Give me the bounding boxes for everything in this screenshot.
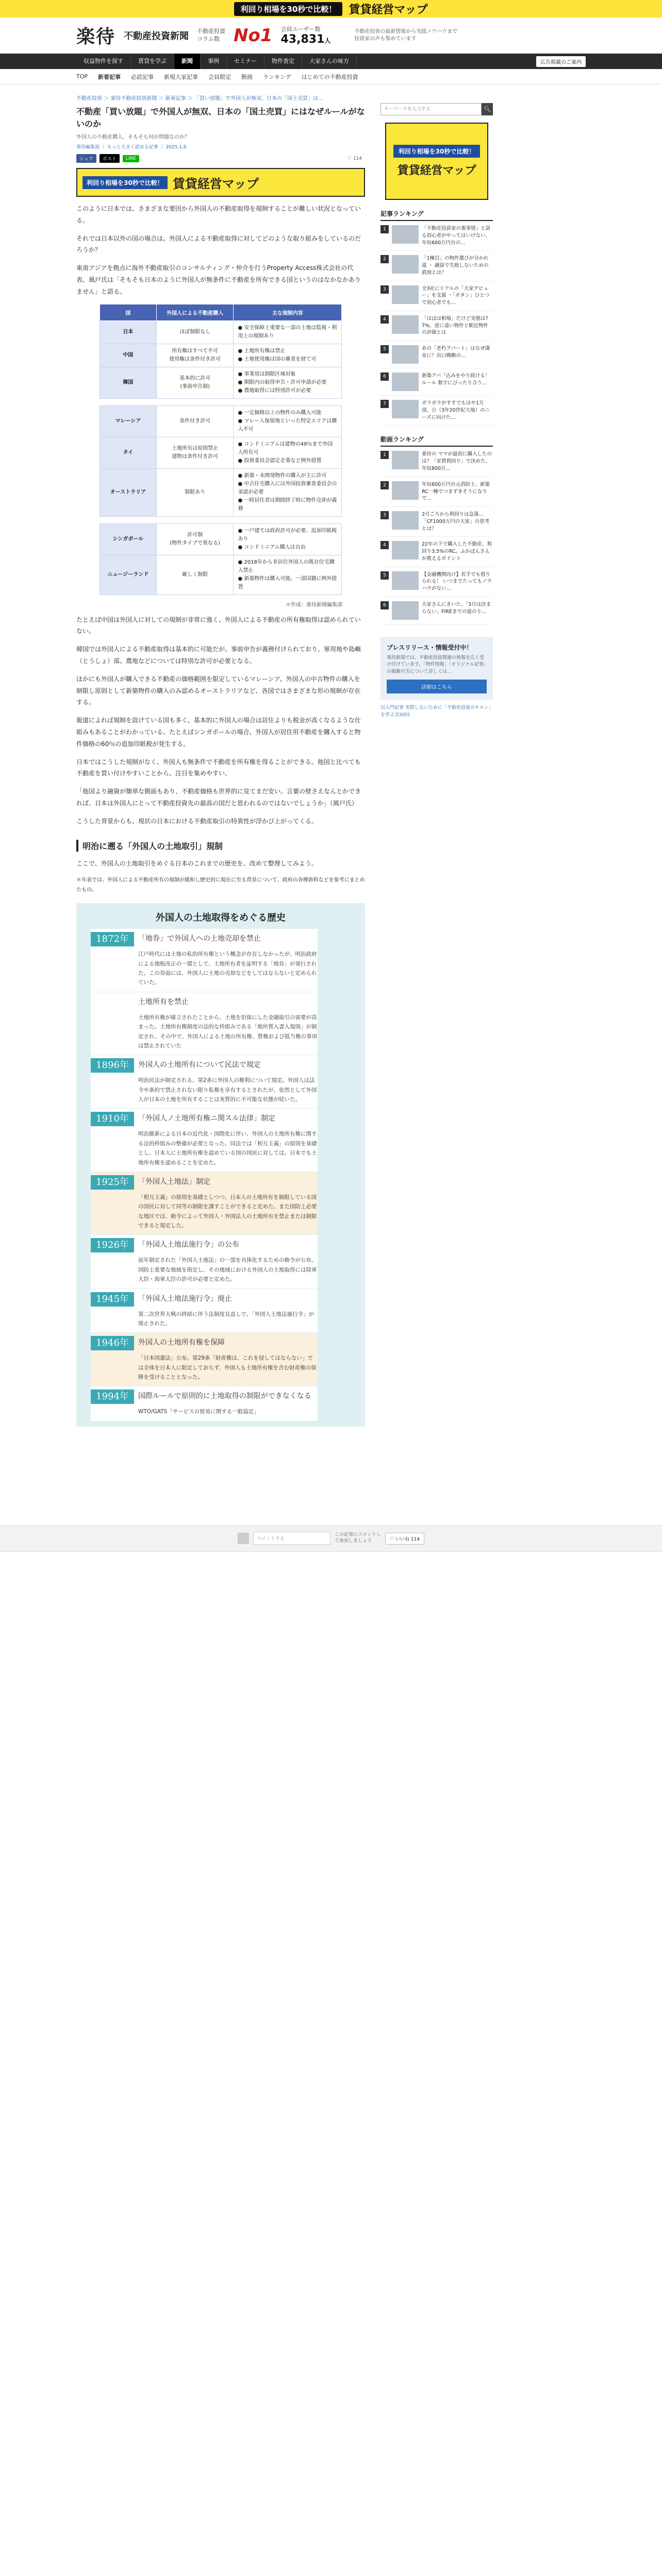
timeline-year: 1945年 [91,1292,134,1307]
article-meta[interactable]: 楽待編集部 ｜ もっと大きく読める記事 ｜ 2025.1.8 [76,145,187,150]
video-rank-item[interactable] [380,597,493,624]
table-row [100,367,342,398]
video-rank-item[interactable] [380,477,493,507]
rank-number: 3 [380,511,389,519]
table-row [100,523,342,555]
timeline-heading: 「地券」で外国人への土地売却を禁止 [138,935,261,943]
top-ad-badge: 利回り相場を30秒で比較！ [234,2,342,16]
rank-number: 5 [380,571,389,580]
rank-thumbnail [392,541,419,560]
timeline-item [91,1055,318,1109]
status-cell: 土地所有は原則禁止 建物は条件付き許可 [156,437,234,468]
history-timeline [76,903,365,1427]
country-cell: シンガポール [100,523,157,555]
member-count [281,25,331,46]
nav-item-landlord[interactable]: 大家さんの味方 [302,54,357,69]
x-share-button[interactable]: ポスト [100,154,120,163]
detail-cell: ● コンドミニアムは建物の49％まで外国人所有可 ● 投資委員会認定企業など例外措置 [234,437,342,468]
timeline-item [91,1289,318,1333]
article-ranking-title: 記事ランキング [380,209,493,221]
table-header-country: 国 [100,304,157,320]
rank-title: 【金融機関向け】若手でも借りられる！ いつまでたってもノウハウがない... [422,571,492,592]
rank-number: 5 [380,345,389,353]
timeline-year: 1925年 [91,1175,134,1190]
press-button[interactable]: 詳細はこちら [387,680,487,693]
article-rank-item[interactable] [380,281,493,311]
timeline-year: 1994年 [91,1389,134,1404]
rank-thumbnail [392,571,419,590]
detail-cell: ● 安全保障上重要な一部の土地は監視・利用上の規制あり [234,320,342,344]
article-rank-item[interactable] [380,368,493,396]
timeline-heading: 「外国人土地法」制定 [138,1177,210,1186]
country-cell: タイ [100,437,157,468]
sidebar-ad-title: 賃貸経営マップ [397,164,476,177]
rank-title: 年収600万円台元消防士、新築RC一棟でつまずきそうになりで... [422,481,490,502]
site-logo-sub: 不動産投資新聞 [124,30,189,42]
timeline-heading: 国際ルールで原則的に土地取得の制限ができなくなる [138,1392,311,1401]
facebook-share-button[interactable]: シェア [76,154,96,163]
detail-cell: ● 土地所有権は禁止 ● 土地使用権は国の審査を経て可 [234,344,342,367]
rank-number: 6 [380,601,389,609]
table-row [100,437,342,468]
breadcrumb[interactable]: 不動産投資 ＞ 楽待不動産投資新聞 ＞ 新着記事 ＞ 「買い放題」で外国人が無双、日本の「国土売買」は... [76,96,323,101]
sidebar-ad-badge: 利回り相場を30秒で比較！ [393,145,481,158]
status-cell: 制限あり [156,468,234,516]
subnav-beginner[interactable]: はじめての不動産投資 [301,73,358,80]
timeline-heading: 外国人の土地所有権を保障 [138,1338,225,1347]
timeline-year: 1910年 [91,1112,134,1126]
subnav-new[interactable]: 新着記事 [98,73,121,80]
status-cell: ほぼ制限なし [156,320,234,344]
site-logo[interactable]: 楽待 [76,26,116,47]
country-cell: 日本 [100,320,157,344]
member-count-unit: 人 [324,37,331,44]
detail-cell: ● 一定価格以上の物件のみ購入可能 ● マレー人保留地といった特定エリアは購入不可 [234,405,342,437]
main-nav [0,54,662,69]
rank-number: 1 [380,451,389,459]
rank-title: ガラガラがすすでもはや1万部、公（3年20世紀大地）のニーズに向けた... [422,400,490,420]
timeline-item [91,1235,318,1289]
paragraph: 「他国より融資が簡単な側面もあり、不動産価格も世界的に見てまだ安い。言葉の壁さえなんとかできれば、日本は外国人にとって不動産投資先の最高の国だと思われるのではないでしょうか」（風戸氏） [76,788,361,807]
article-rank-item[interactable] [380,251,493,281]
paragraph: たとえば中国は外国人に対しての規制が非常に強く、外国人による不動産の所有権取得は認められていない。 [76,616,361,635]
section-heading: 明治に遡る「外国人の土地取引」規制 [76,840,365,852]
rank-thumbnail [392,372,419,391]
press-title: プレスリリース・情報受付中！ [387,643,473,651]
detail-cell: ● 2018年から非居住外国人の既存住宅購入禁止 ● 新築物件は購入可能、一部国籍に例外措置 [234,555,342,595]
article-rank-item[interactable] [380,221,493,251]
paragraph: こうした背景からも、現状の日本における不動産取引の特異性が浮かび上がってくる。 [76,817,318,825]
timeline-item [91,1109,318,1172]
article-ranking-list [380,221,493,426]
timeline-heading: 土地所有を禁止 [138,997,189,1006]
nav-item-properties[interactable]: 収益物件を探す [76,54,131,69]
rank-thumbnail [392,511,419,530]
avatar [238,1533,249,1544]
rank-thumbnail [392,451,419,469]
timeline-heading: 「外国人土地法施行令」廃止 [138,1294,232,1303]
rank-title: 「はばは相場」だけど実態は?7%、逆に遠い物件と駅近物件の評価とは [422,315,489,336]
paragraph: 韓国では外国人による不動産取得は基本的に可能だが、事前申告が義務付けられており、軍用地や島嶼（とうしょ）部、農地などについては特別な許可が必要となる。 [76,646,361,665]
nav-item-news[interactable]: 新聞 [174,54,201,69]
timeline-body: 明治維新による日本の近代化・国際化に伴い、外国人の土地所有権に関する法的枠組みの整備が必要となった。同法では「相互主義」の原則を基礎とし、日本人に土地所有権を認めている国の国民に対しては、日本でも土地所有権を認めることを定めた。 [138,1131,317,1166]
country-regulation-table [100,304,342,595]
like-count[interactable]: ♡ 114 [347,156,362,161]
article-ad-title: 賃貸経営マップ [172,176,259,191]
share-bar [76,154,365,163]
rank-number: 6 [380,372,389,381]
table-spacer [100,398,342,405]
article-title: 不動産「買い放題」で外国人が無双、日本の「国土売買」にはなぜルールがないのか [76,107,365,129]
rank-number: 7 [380,400,389,408]
timeline-body: 土地所有権が確立されたことから、土地を担保にした金融取引の需要が高まった。土地所有権制度の法的な枠組みである「地所質入書入規則」が制定され、その中で、外国人による土地の所有権、質権および抵当権の事項は禁止されていた [138,1014,317,1049]
rank-number: 2 [380,481,389,489]
subnav-new-landlord[interactable]: 新規大家記事 [164,73,198,80]
rank-thumbnail [392,255,419,274]
search-icon[interactable]: 🔍︎ [482,103,493,115]
timeline-item [91,929,318,992]
video-ranking-list [380,447,493,624]
timeline-body: 明治民法が制定される。第2条に外国人の権利について規定。外国人は法令や条約で禁止されない限り私権を享有するとされたが、依然として外国人が日本の土地を所有することは実質的に不可能な状態が続いた。 [138,1077,317,1103]
status-cell: 基本的に許可 (事前申告制) [156,367,234,398]
video-rank-item[interactable] [380,447,493,477]
table-spacer [100,516,342,523]
column-count-label: 不動産投資 コラム数 [197,28,226,42]
timeline-body: 第二次世界大戦の終結に伴う法制度見直しで、「外国人土地法施行令」が廃止された。 [138,1311,315,1327]
paragraph: ＊年表では、外国人による不動産所有の規制が緩和し歴史的に現在に至る背景について、政府の各種資料などを参考にまとめたもの。 [76,877,365,893]
sidebar-footer-link[interactable]: 以入門記事 実際しないために「不動産投資のキホン」を学ぶ全20回 [380,705,491,718]
status-cell: 所有権はすべて不可 使用権は条件付き許可 [156,344,234,367]
comment-bar [0,1525,662,1552]
article [76,106,365,1427]
status-cell: 条件付き許可 [156,405,234,437]
rank-thumbnail [392,345,419,364]
top-ad-title: 賃貸経営マップ [349,3,428,16]
member-count-value: 43,831 [280,33,325,46]
article-rank-item[interactable] [380,396,493,426]
timeline-item [91,1172,318,1235]
country-cell: 中国 [100,344,157,367]
timeline-body: 前年制定された「外国人土地法」の一部を具体化するための勅令が公布。国防上重要な地域を指定し、その地域における外国人の土地取得には陸軍大臣・海軍大臣の許可が必要と定めた。 [138,1257,317,1283]
press-text: 楽待新聞では、不動産投資関連の情報を広く受け付けています。「物件情報」「オリジナル記事」の掲載可否について詳しくは... [387,655,486,674]
timeline-heading: 外国人の土地所有について民法で規定 [138,1061,261,1070]
paragraph: ここで、外国人の土地取引をめぐる日本のこれまでの歴史を、改めて整理してみよう。 [76,859,318,867]
nav-item-appraisal[interactable]: 物件査定 [264,54,302,69]
country-cell: オーストラリア [100,468,157,516]
nav-item-learn[interactable]: 賃貸を学ぶ [131,54,174,69]
timeline-item [91,992,318,1056]
rank-thumbnail [392,400,419,418]
rank-title: 「不動産投資家の裏事情」と語る初心者がやってはいけない、年収600万円台の... [422,226,491,246]
timeline-item [91,1386,318,1421]
subnav-video[interactable]: 動画 [241,73,253,80]
nav-item-seminar[interactable]: セミナー [227,54,264,69]
site-header [0,18,662,54]
rank-thumbnail [392,601,419,620]
timeline-body: WTO/GATS「サービスの貿易に関する一般協定」 [138,1409,259,1415]
table-row [100,344,342,367]
rank-title: 全3社にリアルの「大家デビュー」を支援 ・「ボタン」ひとつで初心者でも... [422,285,490,306]
timeline [91,929,318,1421]
search-input[interactable]: キーワードを入力する [380,103,482,115]
rank-number: 1 [380,225,389,233]
rank-thumbnail [392,285,419,304]
video-rank-item[interactable] [380,537,493,567]
table-spacer-cell [100,398,342,405]
timeline-year: 1872年 [91,932,134,946]
table-row [100,405,342,437]
paragraph: それでは日本以外の国の場合は、外国人による不動産取得に対してどのような取り組みをしているのだろうか？ [76,234,361,254]
status-cell: 許可制 (物件タイプで異なる) [156,523,234,555]
rank-title: 「1棟目」の物件選びが分かれ道 ・ 融資で失敗しないための鉄則とは？ [422,256,489,276]
table-source: ＊作成：楽待新聞編集部 [286,602,342,608]
table-header-status: 外国人による不動産購入 [156,304,234,320]
press-release-box [380,637,493,700]
rank-thumbnail [392,481,419,500]
timeline-body: 「日本国憲法」公布。第29条「財産権は、これを侵してはならない」では全体を日本人に限定しておらず、外国人も土地所有権を含む財産権の保障を受けることとなった。 [138,1355,317,1381]
detail-cell: ● 一戸建ては政府許可が必要、追加印紙税あり ● コンドミニアム購入は自由 [234,523,342,555]
paragraph: 日本ではこうした規制がなく、外国人も無条件で不動産を所有権を得ることができる。他国と比べても不動産を買い付けやすいことから、注目を集めやすい。 [76,758,361,777]
timeline-year: 1896年 [91,1058,134,1073]
sidebar-ad[interactable] [385,123,488,200]
article-ad-badge: 利回り相場を30秒で比較！ [82,176,168,189]
rank-title: 大家さんにきいた、「3月は決まらない」FIREまでの道のり... [422,601,491,615]
subnav-top[interactable]: TOP [76,73,88,80]
country-cell: ニュージーランド [100,555,157,595]
timeline-year: 1926年 [91,1238,134,1252]
search-box [380,103,493,115]
comment-input[interactable]: コメントする [253,1532,330,1545]
status-cell: 厳しく制限 [156,555,234,595]
timeline-heading: 「外国人土地法施行令」の公布 [138,1241,239,1249]
rank-title: 楽待の ママが最初に購入したのは？「家賃利回り」で決めた、年収800万... [422,451,492,472]
country-cell: 韓国 [100,367,157,398]
no1-badge: No1 [234,25,273,46]
rank-thumbnail [392,315,419,334]
rank-number: 4 [380,315,389,324]
paragraph: 報道によれば規制を設けている国も多く、基本的に外国人の場合は居住よりも税金が高くなるような仕組みもあることがわかっている。たとえばシンガポールの場合、外国人が居住用不動産を購入すると物件価格の60％の追加印紙税が発生する。 [76,717,361,748]
rank-thumbnail [392,225,419,244]
timeline-body: 「相互主義」の原則を基礎としつつ、日本人の土地所有を制限している国の国民に対して同等の制限を課すことができると定めた。また国防上必要な地区では、勅令によって外国人・外国法人の土地所有を禁止または制限できると規定した。 [138,1194,317,1229]
history-title: 外国人の土地取得をめぐる歴史 [156,912,286,924]
nav-item-cases[interactable]: 事例 [201,54,227,69]
rank-number: 4 [380,541,389,549]
paragraph: 東南アジアを拠点に海外不動産取引のコンサルティング・仲介を行うProperty Access株式会社の代表、風戸氏は「そもそも日本のように外国人が無条件に不動産を所有できる国というのはなかなかありません」と語る。 [76,264,361,295]
timeline-body: 江戸時代には土地の私的所有権という概念が存在しなかったが、明治政府による地租改正の一環として、土地所有者を証明する「地券」が発行された。この券面には、外国人に土地の売却などをしてはならないと定められていた。 [138,951,317,986]
member-count-label: 会員ユーザー数 [280,26,321,32]
article-subtitle: 外国人の不動産購入、そもそも何が問題なのか？ [76,134,190,140]
table-row [100,555,342,595]
article-rank-item[interactable] [380,341,493,368]
subnav-members[interactable]: 会員限定 [208,73,231,80]
table-row [100,468,342,516]
subnav-must-read[interactable]: 必読記事 [131,73,154,80]
rank-title: 新築アパ「込みをやり続ける！ルール 数字にぴったり合う... [422,373,490,386]
line-share-button[interactable]: LINE [123,155,139,162]
rank-title: あの「老朽アパート」はなぜ満室に？出口戦略の... [422,346,490,359]
detail-cell: ● 事業用は制限区域対象 ● 期限内の取得申告・許可申請が必要 ● 農地取得には特別許可が必要 [234,367,342,398]
table-row [100,320,342,344]
ad-inquiry-button[interactable]: 広告掲載のご案内 [536,56,586,67]
rank-title: 2月ごろから利回りは急落...「CF1000万円の大家」の思考とは？ [422,512,490,532]
table-header-detail: 主な規制内容 [234,304,342,320]
top-ad-banner[interactable] [0,0,662,18]
header-note: 不動産投資の最新情報から実践ノウハウまで 投資家の声も集めています [354,28,458,42]
timeline-year: 1946年 [91,1336,134,1350]
article-rank-item[interactable] [380,311,493,341]
rank-number: 3 [380,285,389,294]
timeline-heading: 「外国人ノ土地所有権ニ関スル法律」制定 [138,1114,275,1123]
comment-note: この記事にコメントして参加しましょう [335,1532,382,1544]
rank-number: 2 [380,255,389,263]
article-ad-banner[interactable] [76,168,365,197]
country-cell: マレーシア [100,405,157,437]
rank-title: 22年の下で購入した不動産、利回り3.5%のRC。ふかぽんさんが教えるポイント [422,541,492,562]
subnav-ranking[interactable]: ランキング [263,73,291,80]
video-ranking-title: 動画ランキング [380,435,493,447]
sub-nav [0,69,662,84]
sidebar [380,93,493,719]
timeline-item [91,1333,318,1386]
video-rank-item[interactable] [380,567,493,597]
paragraph: このように日本では、さまざまな要因から外国人の不動産取得を規制することが難しい状況となっている。 [76,205,361,224]
like-button[interactable]: ♡ いいね 114 [385,1533,424,1545]
table-spacer-cell [100,516,342,523]
paragraph: ほかにも外国人が購入できる不動産の価格範囲を限定しているマレーシア、外国人の中古物件の購入を制限し原則として新築物件の購入のみ認めるオーストラリアなど、各国ではさまざまな形の規制が存在する。 [76,675,361,706]
video-rank-item[interactable] [380,507,493,537]
detail-cell: ● 新築・未開発物件の購入が主に許可 ● 中古住宅購入には外国投資審査委員会の承認が必要 ● 一時居住者は期間終了時に物件売却が義務 [234,468,342,516]
